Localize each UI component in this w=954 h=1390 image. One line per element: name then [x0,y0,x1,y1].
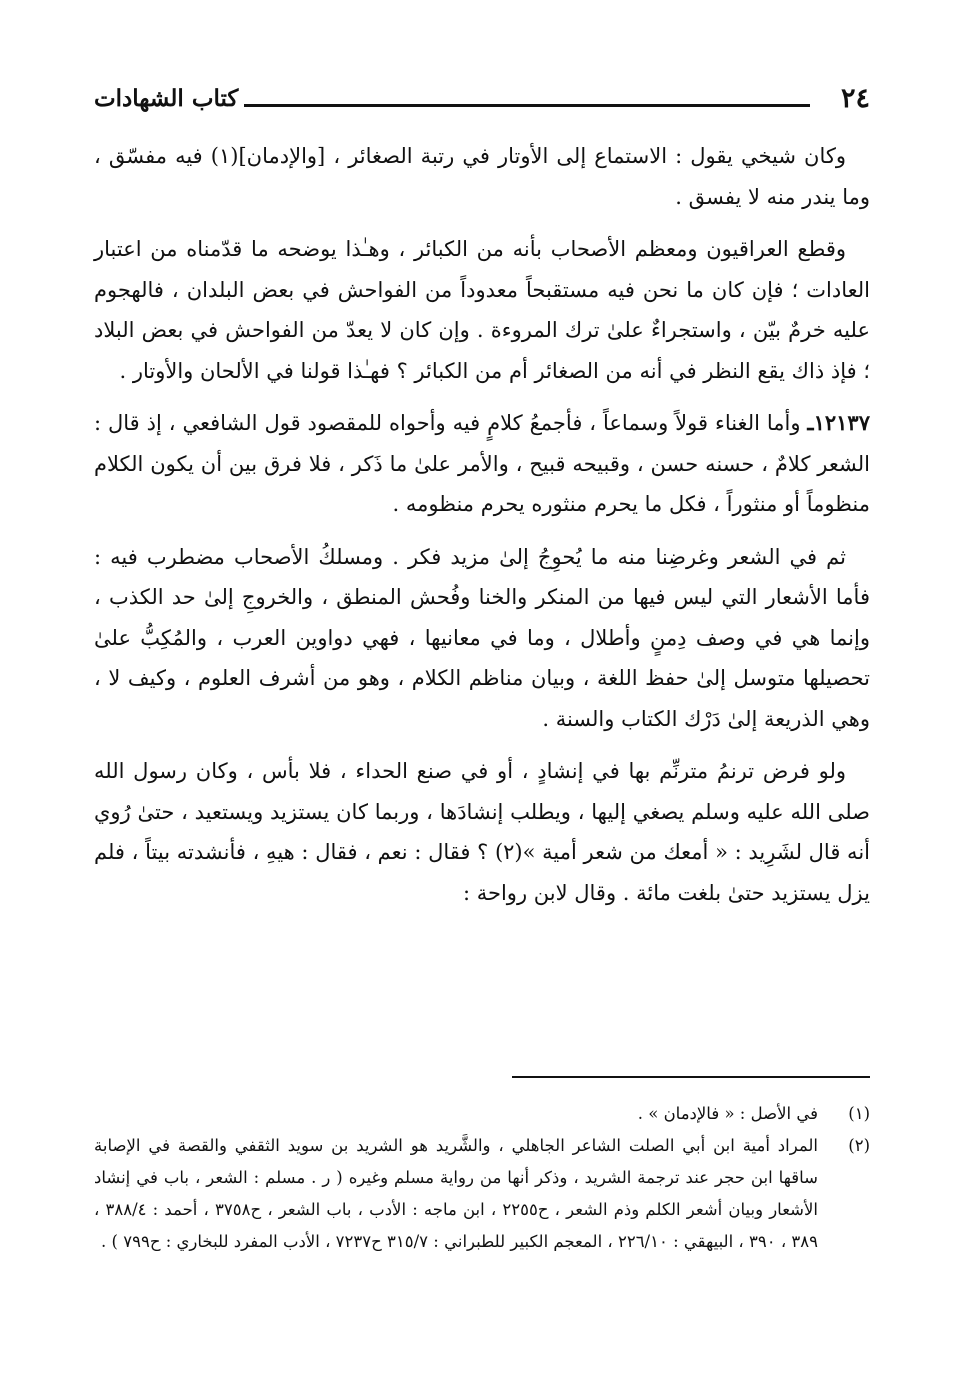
book-title: كتاب الشهادات [94,85,239,112]
paragraph-4: ثم في الشعر وغرضِنا منه ما يُحوِجُ إلىٰ مزيد فكر . ومسلكُ الأصحاب مضطرب فيه : فأما الأشعار التي ليس فيها من المنكر والخنا وفُحش المنطق ، والخروجِ إلىٰ حد الكذب ، وإنما هي في وصف دِمنٍ وأطلال ، وما في معانيها ، فهي دواوين العرب ، والمُكِبُّ علىٰ تحصيلها متوسل إلىٰ حفظ اللغة ، وبيان مناظم الكلام ، وهو من أشرف العلوم ، وكيف لا ، وهي الذريعة إلىٰ دَرْك الكتاب والسنة . [94,544,870,731]
paragraph-3-text: وأما الغناء قولاً وسماعاً ، فأجمعُ كلامٍ فيه وأحواه للمقصود قول الشافعي ، إذ قال : الشعر كلامٌ ، حسنه حسن ، وقبيحه قبيح ، والأمر علىٰ ما ذَكر ، فلا فرق بين أن يكون الكلام منظوماً أو منثوراً ، فكل ما يحرم منثوره يحرم منظومه . [94,411,870,516]
paragraph-3 [94,403,870,525]
paragraph-2: وقطع العراقيون ومعظم الأصحاب بأنه من الكبائر ، وهـٰذا يوضحه ما قدّمناه من اعتبار العادات ؛ فإن كان ما نحن فيه مستقبحاً معدوداً من الفواحش في بعض البلدان ، فالهجوم عليه خرمٌ بيّن ، واستجراءٌ علىٰ ترك المروءة . وإن كان لا يعدّ من الفواحش في بعض البلاد ؛ فإذ ذاك يقع النظر في أنه من الصغائر أم من الكبائر ؟ فهـٰذا قولنا في الألحان والأوتار . [94,237,870,383]
footnote-marker: (٢) [848,1136,870,1155]
paragraph-number: ١٢١٣٧ـ [807,410,870,435]
footnote-2 [94,1130,870,1258]
footnote-1 [94,1098,870,1130]
paragraph-1: وكان شيخي يقول : الاستماع إلى الأوتار في رتبة الصغائر ، [والإدمان](١) فيه مفسّق ، وما يندر منه لا يفسق . [94,144,870,209]
footnote-marker: (١) [848,1104,870,1123]
footnote-text: المراد أمية ابن أبي الصلت الشاعر الجاهلي ، والشَّريد هو الشريد بن سويد الثقفي والقصة في الإصابة ساقها ابن حجر عند ترجمة الشريد ، وذكر أنها من رواية مسلم وغيره ( ر . مسلم : الشعر ، باب في إنشاد الأشعار وبيان أشعر الكلم وذم الشعر ، ح٢٢٥٥ ، ابن ماجه : الأدب ، باب الشعر ، ح٣٧٥٨ ، أحمد : ٣٨٨/٤ ، ٣٨٩ ، ٣٩٠ ، البيهقي : ٢٢٦/١٠ ، المعجم الكبير للطبراني : ٣١٥/٧ ح٧٢٣٧ ، الأدب المفرد للبخاري : ح٧٩٩ ) . [94,1136,818,1251]
header-rule [244,104,810,107]
footnotes [94,1098,870,1258]
paragraph-5: ولو فرض ترنمُ مترنِّم بها في إنشادٍ ، أو في صنع الحداء ، فلا بأس ، وكان رسول الله صلى الله عليه وسلم يصغي إليها ، ويطلب إنشادَها ، وربما كان يستزيد ويستعيد ، حتىٰ رُوي أنه قال لشَرِيد : « أمعك من شعر أمية »(٢) ؟ فقال : نعم ، فقال : هيهِ ، فأنشدته بيتاً ، فلم يزل يستزيد حتىٰ بلغت مائة . وقال لابن رواحة : [94,759,870,905]
footnote-separator [512,1076,870,1078]
page-number: ٢٤ [840,83,870,114]
footnote-text: في الأصل : « فالإدمان » . [637,1104,818,1123]
main-text [94,136,870,913]
running-header [94,82,870,116]
